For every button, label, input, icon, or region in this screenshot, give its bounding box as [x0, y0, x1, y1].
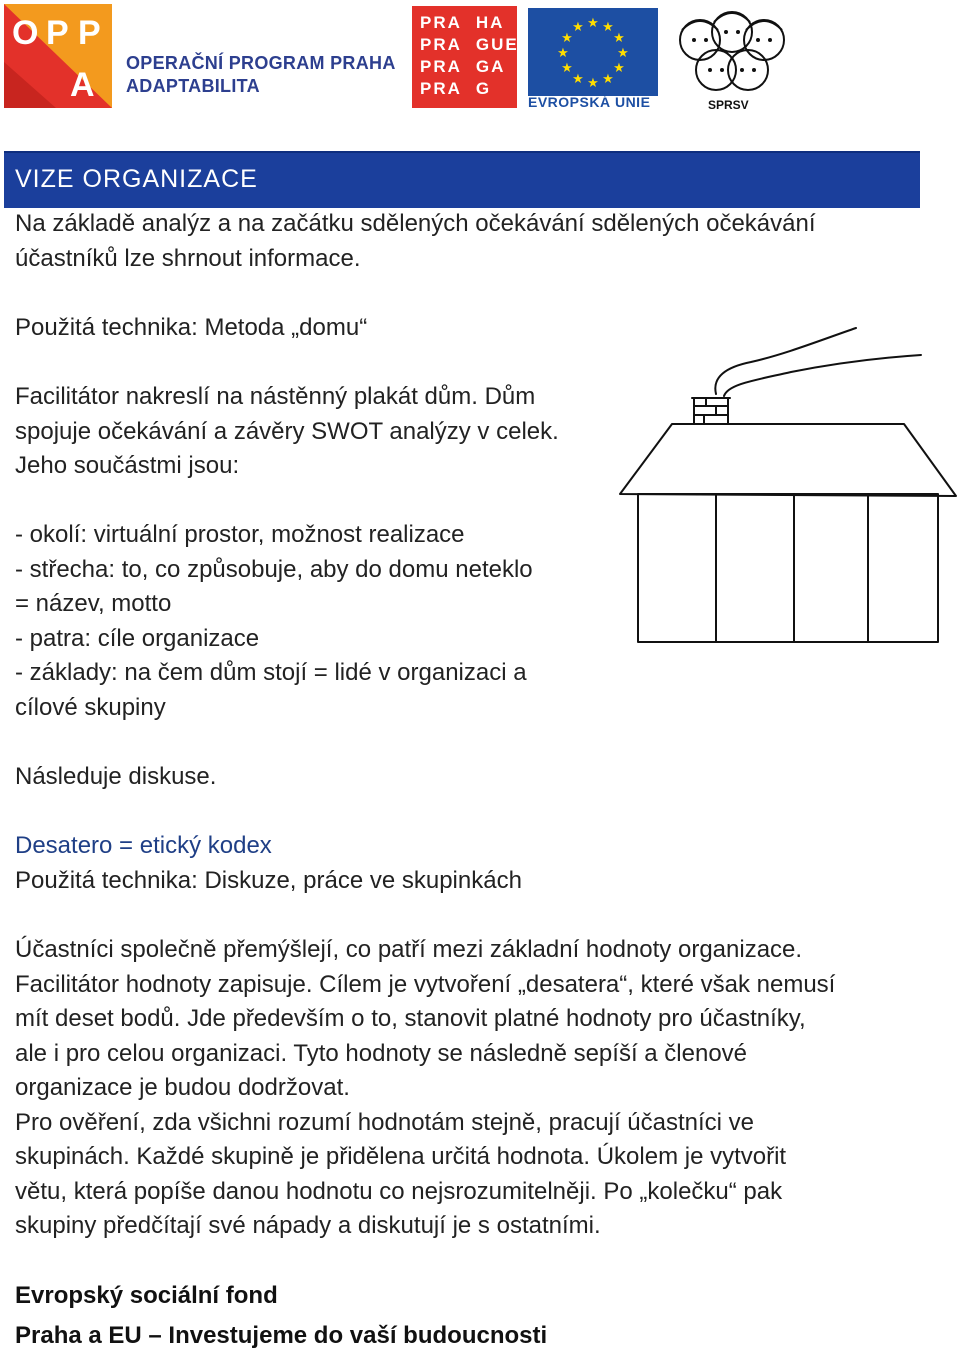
svg-text:★: ★ — [572, 72, 584, 87]
decalogue-body — [15, 933, 950, 1244]
house-part-line: - základy: na čem dům stojí = lidé v organizaci a — [15, 659, 527, 686]
svg-text:★: ★ — [617, 46, 629, 61]
house-description-line: Jeho součástmi jsou: — [15, 452, 240, 479]
opp-letter-p1: P — [46, 14, 69, 52]
opp-program-line2: ADAPTABILITA — [126, 76, 260, 96]
house-part-line: cílové skupiny — [15, 693, 166, 721]
praha-cell: G — [475, 79, 492, 98]
section-title: VIZE ORGANIZACE — [15, 165, 258, 193]
decalogue-line: skupinách. Každé skupině je přidělena určitá hodnota. Úkolem je vytvořit — [15, 1143, 787, 1170]
roof — [620, 424, 956, 496]
praha-cell: GUE — [475, 35, 519, 54]
praha-cell: HA — [475, 13, 505, 32]
footer-line1: Evropský sociální fond — [15, 1282, 278, 1309]
intro-line: Na základě analýz a na začátku sdělených očekávání sdělených očekávání — [15, 210, 816, 237]
house-part-line: - střecha: to, co způsobuje, aby do domu neteklo — [15, 555, 533, 583]
opp-logo-graphic — [4, 4, 112, 108]
praha-cell: PRA — [420, 57, 462, 76]
intro-paragraph — [15, 207, 915, 276]
house-description — [15, 380, 615, 484]
section-banner — [4, 151, 920, 208]
decalogue-heading: Desatero = etický kodex — [15, 832, 272, 859]
eu-label: EVROPSKÁ UNIE — [528, 94, 651, 110]
technique-discussion: Použitá technika: Diskuze, práce ve skupinkách — [15, 867, 522, 894]
decalogue-line: mít deset bodů. Jde především o to, stanovit platné hodnoty pro účastníky, — [15, 1005, 806, 1032]
decalogue-line: Pro ověření, zda všichni rozumí hodnotám stejně, pracují účastníci ve — [15, 1108, 755, 1136]
svg-text:★: ★ — [561, 31, 573, 46]
opp-program-name — [126, 52, 396, 98]
technique-house: Použitá technika: Metoda „domu“ — [15, 314, 368, 341]
praha-cell: PRA — [420, 35, 462, 54]
decalogue-line: Účastníci společně přemýšlejí, co patří mezi základní hodnoty organizace. — [15, 936, 803, 963]
intro-line: účastníků lze shrnout informace. — [15, 244, 361, 272]
house-part-line: - patra: cíle organizace — [15, 624, 260, 652]
svg-text:★: ★ — [587, 16, 599, 31]
opp-logo — [4, 4, 112, 108]
svg-text:★: ★ — [602, 20, 614, 35]
sprsv-label: SPRSV — [708, 98, 749, 112]
smoke-line-upper — [715, 328, 856, 394]
praha-cell: GA — [475, 57, 506, 76]
svg-text:★: ★ — [587, 76, 599, 91]
svg-text:★: ★ — [613, 61, 625, 76]
svg-text:★: ★ — [561, 61, 573, 76]
logo-header — [0, 0, 960, 125]
sprsv-faces-icon — [668, 4, 794, 104]
svg-text:★: ★ — [613, 31, 625, 46]
svg-text:★: ★ — [572, 20, 584, 35]
footer-line2: Praha a EU – Investujeme do vaší budoucnosti — [15, 1322, 548, 1349]
house-part-line: = název, motto — [15, 590, 172, 617]
praha-cell: PRA — [420, 79, 462, 98]
eu-flag — [528, 8, 658, 96]
house-parts-list — [15, 518, 615, 725]
house-sketch-icon — [616, 322, 960, 652]
house-description-line: Facilitátor nakreslí na nástěnný plakát dům. Dům — [15, 383, 536, 410]
decalogue-line: Facilitátor hodnoty zapisuje. Cílem je vytvoření „desatera“, které však nemusí — [15, 970, 836, 998]
house-walls — [638, 494, 938, 642]
opp-letter-o: O — [12, 14, 39, 52]
svg-text:★: ★ — [602, 72, 614, 87]
opp-letter-a: A — [70, 66, 95, 104]
opp-letter-p2: P — [78, 14, 101, 52]
eu-stars-icon — [528, 8, 658, 96]
house-part-line: - okolí: virtuální prostor, možnost realizace — [15, 521, 465, 548]
discussion-follows: Následuje diskuse. — [15, 763, 217, 790]
house-drawing — [616, 322, 960, 652]
decalogue-line: skupiny předčítají své nápady a diskutují je s ostatními. — [15, 1212, 601, 1239]
praha-cell: PRA — [420, 13, 462, 32]
house-description-line: spojuje očekávání a závěry SWOT analýzy v celek. — [15, 417, 559, 445]
svg-text:★: ★ — [557, 46, 569, 61]
praha-logo — [412, 6, 517, 108]
decalogue-line: větu, která popíše danou hodnotu co nejsrozumitelněji. Po „kolečku“ pak — [15, 1177, 783, 1205]
opp-program-line1: OPERAČNÍ PROGRAM PRAHA — [126, 53, 396, 73]
decalogue-line: ale i pro celou organizaci. Tyto hodnoty se následně sepíší a členové — [15, 1039, 748, 1067]
chimney — [694, 398, 728, 424]
decalogue-line: organizace je budou dodržovat. — [15, 1074, 350, 1101]
